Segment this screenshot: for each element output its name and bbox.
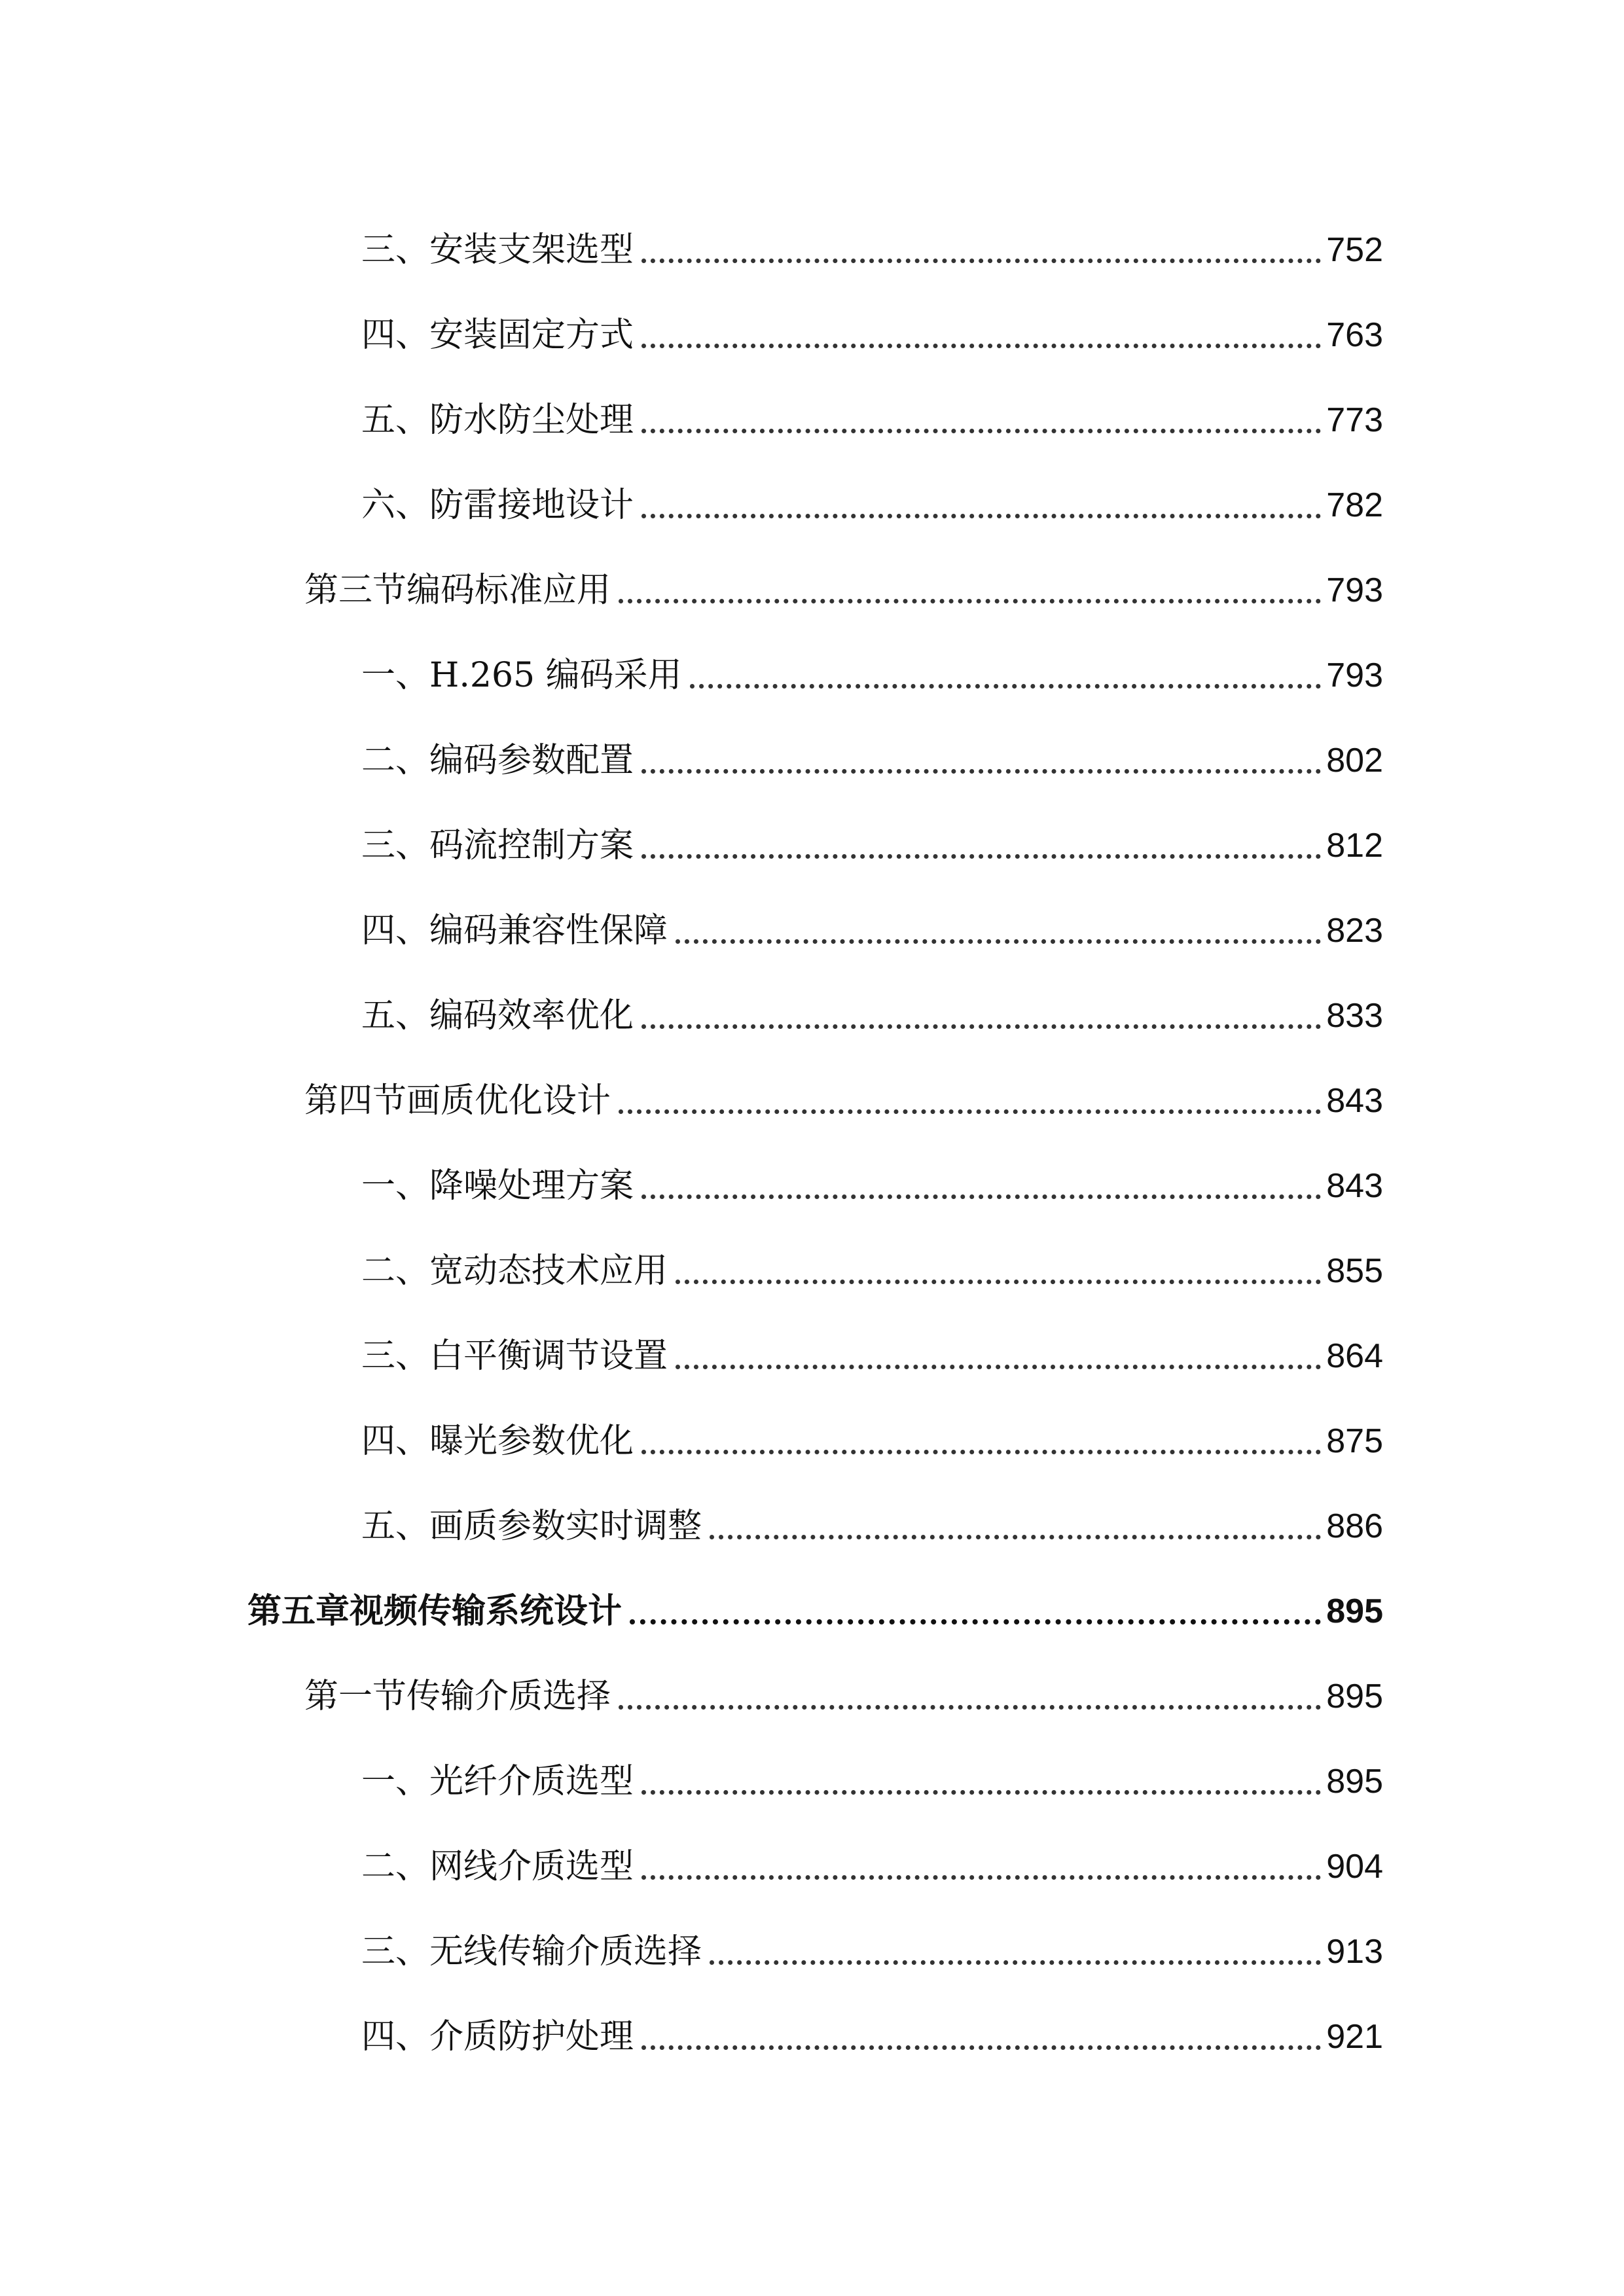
toc-entry[interactable]	[361, 381, 1383, 440]
toc-leader-dots	[641, 1194, 1321, 1199]
toc-entry-page: 812	[1326, 827, 1383, 865]
toc-leader-dots	[676, 939, 1321, 944]
toc-entry[interactable]	[361, 977, 1383, 1035]
toc-leader-dots	[641, 854, 1321, 859]
toc-entry-title: 第四节画质优化设计	[304, 1081, 611, 1121]
toc-entry-title: 一、光纤介质选型	[361, 1762, 634, 1801]
toc-entry[interactable]	[361, 721, 1383, 780]
toc-entry[interactable]	[361, 891, 1383, 950]
toc-entry-page: 823	[1326, 912, 1383, 950]
toc-entry[interactable]	[361, 211, 1383, 270]
toc-entry[interactable]	[361, 636, 1383, 695]
toc-leader-dots	[676, 1280, 1321, 1284]
toc-leader-dots	[641, 429, 1321, 433]
toc-entry-page: 833	[1326, 997, 1383, 1035]
toc-entry-page: 895	[1326, 1763, 1383, 1801]
toc-leader-dots	[641, 2045, 1321, 2050]
toc-leader-dots	[676, 1365, 1321, 1369]
toc-entry-title: 五、编码效率优化	[361, 996, 634, 1035]
toc-entry-page: 855	[1326, 1252, 1383, 1290]
toc-entry[interactable]	[361, 466, 1383, 525]
toc-entry-page: 843	[1326, 1082, 1383, 1120]
toc-entry-title: 一、降噪处理方案	[361, 1166, 634, 1206]
toc-entry-page: 886	[1326, 1507, 1383, 1545]
toc-leader-dots	[641, 259, 1321, 263]
toc-entry-title: 二、编码参数配置	[361, 741, 634, 780]
toc-entry-section[interactable]	[304, 1657, 1383, 1716]
toc-leader-dots	[641, 344, 1321, 348]
toc-leader-dots	[641, 1024, 1321, 1029]
toc-entry[interactable]	[361, 806, 1383, 865]
toc-entry-page: 802	[1326, 742, 1383, 780]
toc-entry-title: 四、曝光参数优化	[361, 1422, 634, 1461]
toc-entry-title: 第三节编码标准应用	[304, 571, 611, 610]
toc-entry-title: 三、码流控制方案	[361, 826, 634, 865]
toc-entry-page: 843	[1326, 1167, 1383, 1205]
toc-entry[interactable]	[361, 1912, 1383, 1971]
toc-leader-dots	[690, 684, 1322, 689]
toc-entry-title: 二、宽动态技术应用	[361, 1251, 668, 1291]
toc-entry-page: 782	[1326, 486, 1383, 524]
toc-leader-dots	[641, 1875, 1321, 1880]
toc-entry-title: 一、H.265 编码采用	[361, 656, 682, 695]
toc-entry-section[interactable]	[304, 551, 1383, 610]
toc-entry-page: 895	[1326, 1592, 1383, 1630]
toc-entry-title: 六、防雷接地设计	[361, 486, 634, 525]
toc-entry[interactable]	[361, 1827, 1383, 1886]
toc-entry[interactable]	[361, 1402, 1383, 1461]
toc-entry-title: 三、白平衡调节设置	[361, 1336, 668, 1376]
toc-entry-page: 913	[1326, 1933, 1383, 1971]
toc-entry[interactable]	[361, 1742, 1383, 1801]
toc-entry-page: 793	[1326, 656, 1383, 694]
toc-entry-title: 五、画质参数实时调整	[361, 1507, 702, 1546]
toc-entry-title: 二、网线介质选型	[361, 1847, 634, 1886]
toc-entry[interactable]	[361, 1317, 1383, 1376]
toc-entry[interactable]	[361, 1232, 1383, 1291]
toc-entry-section[interactable]	[304, 1062, 1383, 1121]
toc-entry-page: 864	[1326, 1337, 1383, 1375]
toc-entry-title: 第一节传输介质选择	[304, 1677, 611, 1716]
toc-leader-dots	[630, 1619, 1321, 1624]
toc-leader-dots	[641, 514, 1321, 518]
toc-leader-dots	[710, 1535, 1321, 1539]
toc-entry-title: 四、安装固定方式	[361, 315, 634, 355]
toc-entry-page: 763	[1326, 316, 1383, 354]
toc-entry[interactable]	[361, 1487, 1383, 1546]
toc-entry-title: 四、介质防护处理	[361, 2017, 634, 2056]
toc-entry[interactable]	[361, 1147, 1383, 1206]
toc-entry-page: 904	[1326, 1848, 1383, 1886]
toc-leader-dots	[641, 769, 1321, 774]
toc-entry-title: 五、防水防尘处理	[361, 401, 634, 440]
toc-entry-page: 895	[1326, 1677, 1383, 1715]
toc-entry[interactable]	[361, 1998, 1383, 2056]
toc-entry-title: 四、编码兼容性保障	[361, 911, 668, 950]
toc-entry-title: 第五章视频传输系统设计	[247, 1591, 623, 1631]
toc-leader-dots	[619, 1705, 1321, 1710]
toc-leader-dots	[619, 1109, 1321, 1114]
toc-leader-dots	[641, 1450, 1321, 1454]
toc-leader-dots	[710, 1960, 1321, 1965]
toc-entry-page: 793	[1326, 571, 1383, 609]
toc-entry-title: 三、无线传输介质选择	[361, 1932, 702, 1971]
toc-leader-dots	[619, 599, 1321, 603]
toc-leader-dots	[641, 1790, 1321, 1795]
toc-entry-page: 875	[1326, 1422, 1383, 1460]
toc-entry-title: 三、安装支架选型	[361, 230, 634, 270]
toc-entry-page: 921	[1326, 2018, 1383, 2056]
toc-entry[interactable]	[361, 296, 1383, 355]
toc-entry-chapter[interactable]	[247, 1572, 1383, 1631]
toc-entry-page: 773	[1326, 401, 1383, 439]
toc-entry-page: 752	[1326, 231, 1383, 269]
